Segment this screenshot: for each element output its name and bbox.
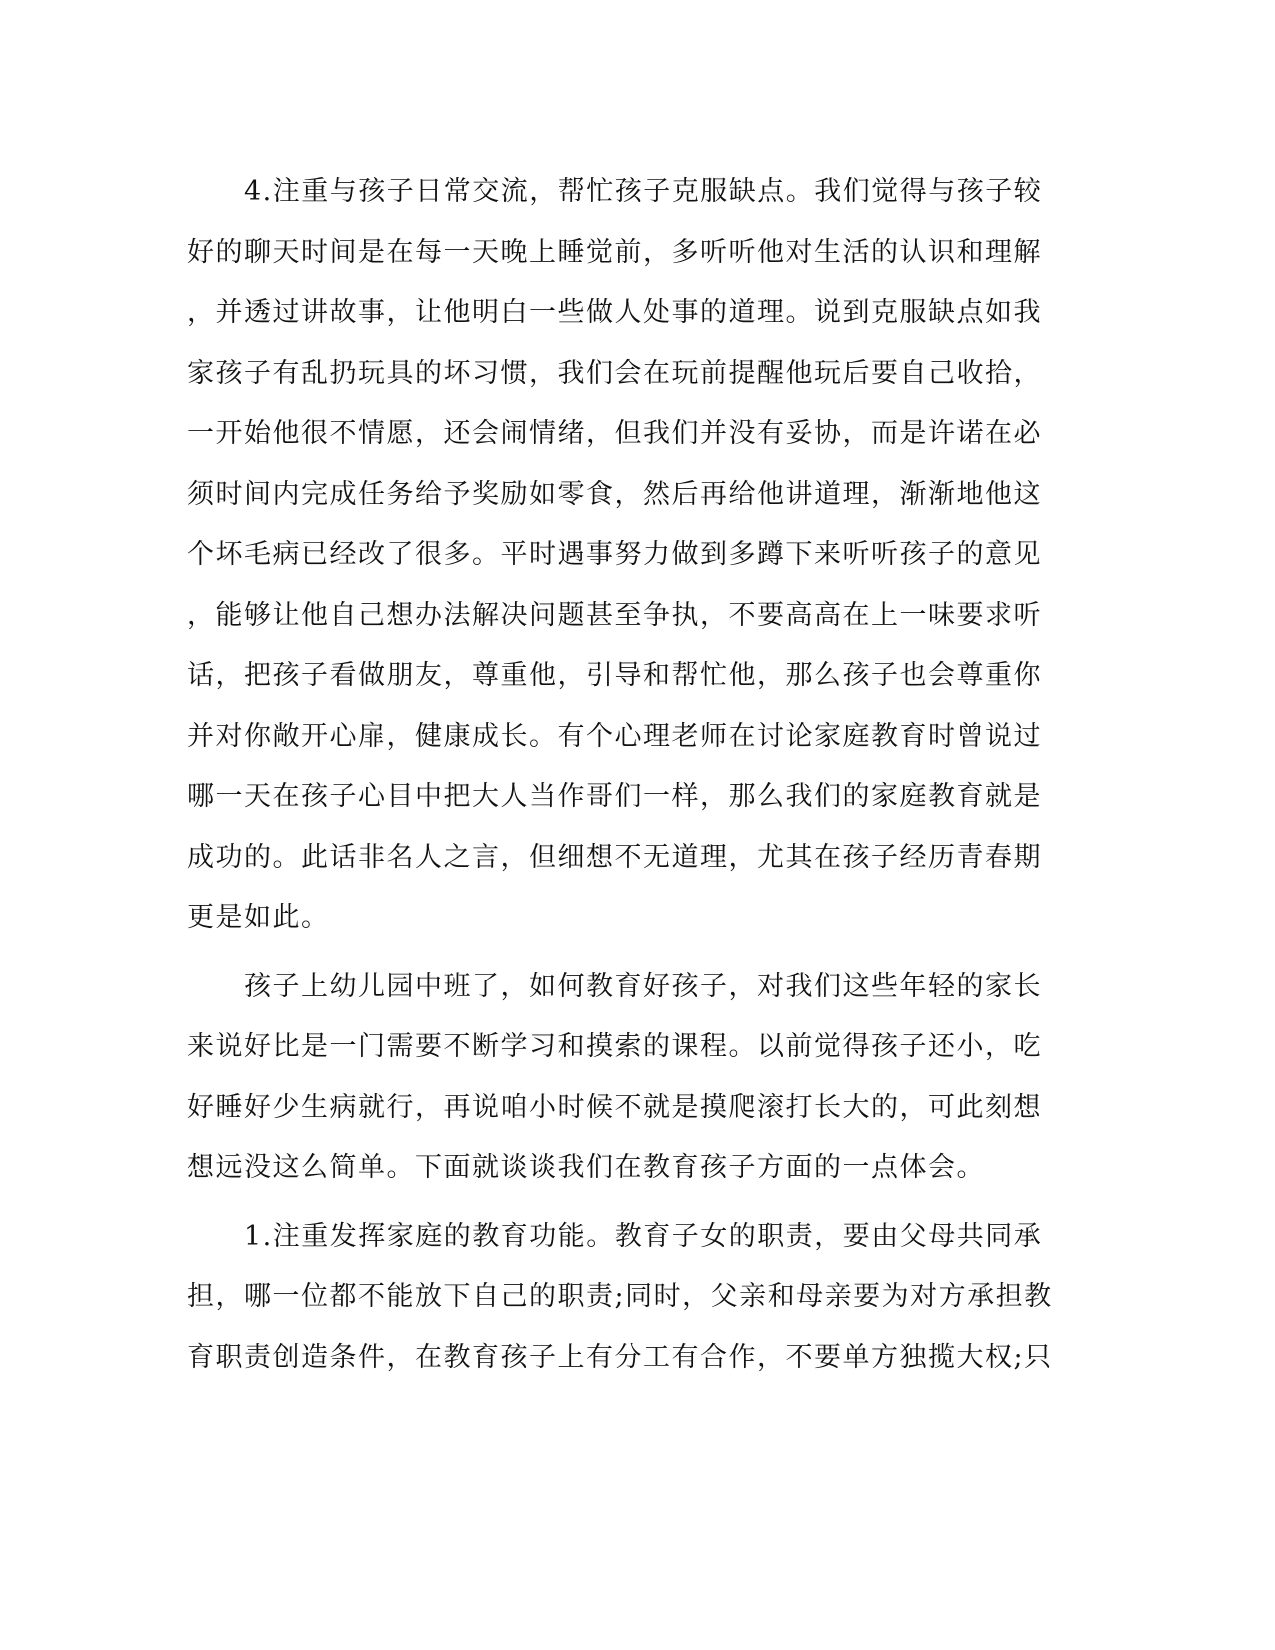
text-line: 成功的。此话非名人之言，但细想不无道理，尤其在孩子经历青春期 [187,841,1042,873]
text-line: 4.注重与孩子日常交流，帮忙孩子克服缺点。我们觉得与孩子较 [187,176,1043,207]
text-line: 并对你敞开心扉，健康成长。有个心理老师在讨论家庭教育时曾说过 [187,720,1042,752]
paragraph-communication [187,162,1067,949]
text-line: 担，哪一位都不能放下自己的职责;同时，父亲和母亲要为对方承担教 [187,1281,1053,1312]
text-line: 育职责创造条件，在教育孩子上有分工有合作，不要单方独揽大权;只 [187,1341,1053,1373]
text-line: 好睡好少生病就行，再说咱小时候不就是摸爬滚打长大的，可此刻想 [187,1091,1042,1123]
text-line: 1.注重发挥家庭的教育功能。教育子女的职责，要由父母共同承 [187,1220,1043,1252]
text-line: 话，把孩子看做朋友，尊重他，引导和帮忙他，那么孩子也会尊重你 [187,660,1042,691]
text-line: 哪一天在孩子心目中把大人当作哥们一样，那么我们的家庭教育就是 [187,781,1042,812]
text-line: 来说好比是一门需要不断学习和摸索的课程。以前觉得孩子还小，吃 [187,1031,1042,1062]
text-line: 个坏毛病已经改了很多。平时遇事努力做到多蹲下来听听孩子的意见 [187,539,1042,570]
text-line: 好的聊天时间是在每一天晚上睡觉前，多听听他对生活的认识和理解 [187,236,1042,268]
text-line: 孩子上幼儿园中班了，如何教育好孩子，对我们这些年轻的家长 [187,970,1042,1002]
text-line: ，并透过讲故事，让他明白一些做人处事的道理。说到克服缺点如我 [187,297,1042,328]
text-line: 须时间内完成任务给予奖励如零食，然后再给他讲道理，渐渐地他这 [187,478,1042,510]
text-line: 家孩子有乱扔玩具的坏习惯，我们会在玩前提醒他玩后要自己收拾， [187,357,1042,389]
paragraph-spacer [187,1199,1067,1207]
paragraph-introduction [187,957,1067,1199]
document-body [187,162,1067,1388]
text-line: 更是如此。 [187,902,330,933]
text-line: 一开始他很不情愿，还会闹情绪，但我们并没有妥协，而是许诺在必 [187,418,1042,449]
paragraph-spacer [187,949,1067,957]
text-line: 想远没这么简单。下面就谈谈我们在教育孩子方面的一点体会。 [187,1152,985,1183]
text-line: ，能够让他自己想办法解决问题甚至争执，不要高高在上一味要求听 [187,599,1042,631]
paragraph-family-education [187,1207,1067,1389]
